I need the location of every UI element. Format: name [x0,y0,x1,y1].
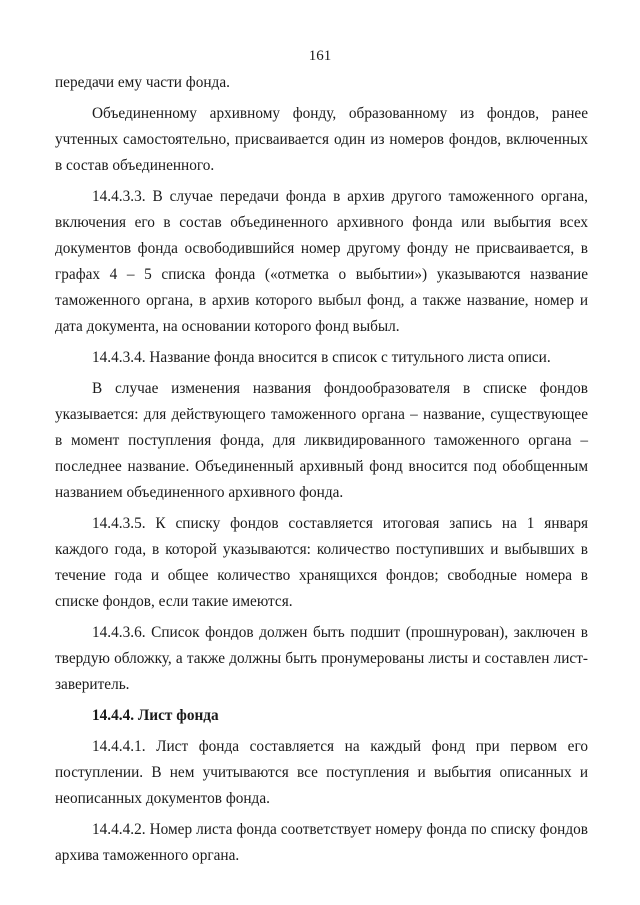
section-heading: 14.4.4. Лист фонда [92,707,219,724]
paragraph-continuation: передачи ему части фонда. [55,74,230,91]
document-body [55,70,588,869]
paragraph-14-4-3-6: 14.4.3.6. Список фондов должен быть подшит (прошнурован), заключен в твердую обложку, а также должны быть пронумерованы листы и составлен лист-заверитель. [55,624,588,693]
paragraph-14-4-3-3: 14.4.3.3. В случае передачи фонда в архив другого таможенного органа, включения его в состав объединенного архивного фонда или выбытия всех документов фонда освободившийся номер другому фонду не присваивается, в графах 4 – 5 списка фонда («отметка о выбытии») указываются название таможенного органа, в архив которого выбыл фонд, а также название, номер и дата документа, на основании которого фонд выбыл. [55,188,588,335]
paragraph-14-4-3-4: 14.4.3.4. Название фонда вносится в список с титульного листа описи. [92,349,551,366]
page-number: 161 [308,48,332,64]
paragraph-14-4-3-5: 14.4.3.5. К списку фондов составляется итоговая запись на 1 января каждого года, в которой указываются: количество поступивших и выбывших в течение года и общее количество хранящихся фондов; свободные номера в списке фондов, если такие имеются. [55,515,588,610]
paragraph-14-4-4-1: 14.4.4.1. Лист фонда составляется на каждый фонд при первом его поступлении. В нем учитываются все поступления и выбытия описанных и неописанных документов фонда. [55,738,588,807]
paragraph-14-4-4-2: 14.4.4.2. Номер листа фонда соответствует номеру фонда по списку фондов архива таможенного органа. [55,821,588,864]
paragraph: Объединенному архивному фонду, образованному из фондов, ранее учтенных самостоятельно, присваивается один из номеров фондов, включенных в состав объединенного. [55,105,588,174]
paragraph: В случае изменения названия фондообразователя в списке фондов указывается: для действующего таможенного органа – название, существующее в момент поступления фонда, для ликвидированного таможенного органа – последнее название. Объединенный архивный фонд вносится под обобщенным названием объединенного архивного фонда. [55,380,588,501]
